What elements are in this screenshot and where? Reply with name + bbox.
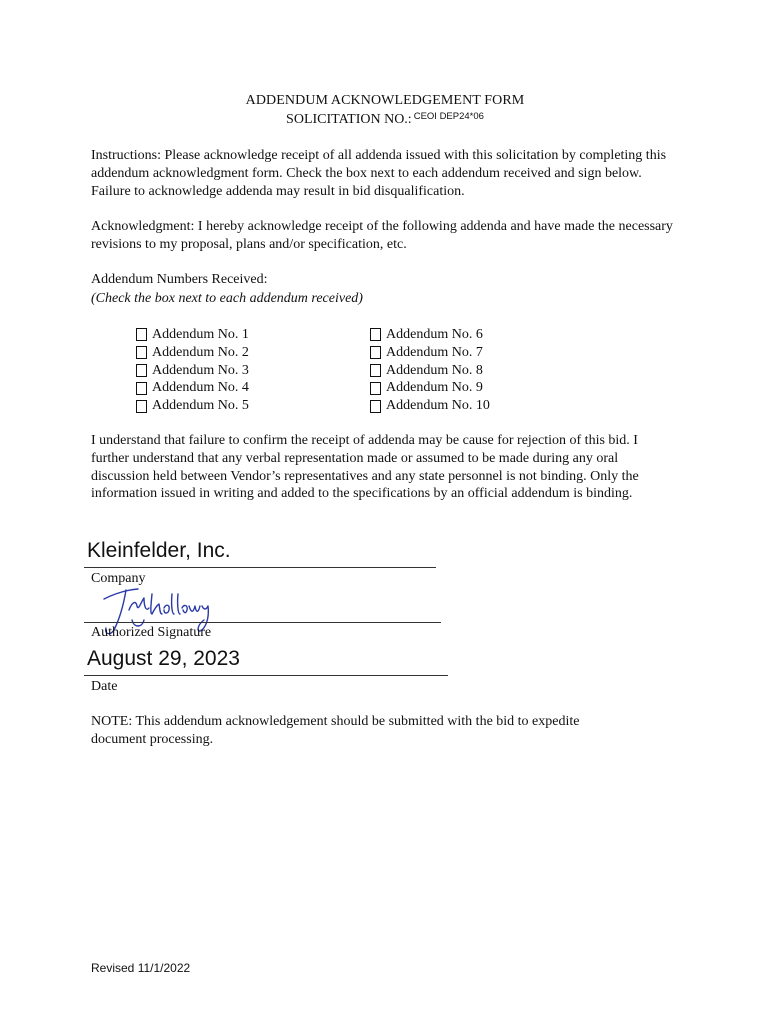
- understanding-text: I understand that failure to confirm the receipt of addenda may be cause for rejection of this bid. I further understand that any verbal representation made or assumed to be made during any oral discussion held between Vendor’s representatives and any state personnel is not binding. Only the information issued in writing and added to the specifications by an official addendum is binding.: [91, 433, 639, 502]
- addendum-1-checkbox[interactable]: [136, 328, 147, 341]
- addendum-4-label: Addendum No. 4: [152, 380, 249, 396]
- addendum-item-4[interactable]: [136, 379, 249, 397]
- date-line: [84, 675, 448, 676]
- addendum-item-3[interactable]: [136, 362, 249, 380]
- addendum-10-label: Addendum No. 10: [386, 398, 490, 414]
- addendum-5-label: Addendum No. 5: [152, 398, 249, 414]
- company-field-value[interactable]: Kleinfelder, Inc.: [87, 539, 231, 562]
- addendum-6-label: Addendum No. 6: [386, 327, 483, 342]
- addendum-3-label: Addendum No. 3: [152, 362, 249, 378]
- authorized-signature-label: Authorized Signature: [91, 625, 212, 640]
- date-label: Date: [91, 679, 118, 694]
- addendum-9-checkbox[interactable]: [370, 382, 381, 395]
- addendum-6-checkbox[interactable]: [370, 328, 381, 341]
- date-field-value[interactable]: August 29, 2023: [87, 647, 240, 670]
- addendum-item-9[interactable]: [370, 379, 490, 397]
- addendum-item-7[interactable]: [370, 344, 490, 362]
- addendum-10-checkbox[interactable]: [370, 400, 381, 413]
- addenda-column-left: [136, 326, 249, 415]
- solicitation-number[interactable]: CEOI DEP24*06: [413, 111, 484, 122]
- addenda-instruction-note: (Check the box next to each addendum received): [91, 291, 363, 306]
- addenda-checklist: [0, 326, 770, 421]
- addendum-3-checkbox[interactable]: [136, 364, 147, 377]
- addendum-5-checkbox[interactable]: [136, 400, 147, 413]
- revision-footer: Revised 11/1/2022: [91, 961, 191, 975]
- addendum-item-1[interactable]: [136, 326, 249, 344]
- addendum-4-checkbox[interactable]: [136, 382, 147, 395]
- addendum-2-checkbox[interactable]: [136, 346, 147, 359]
- solicitation-label: SOLICITATION NO.:: [286, 112, 412, 127]
- solicitation-line: [0, 112, 770, 128]
- addenda-heading: Addendum Numbers Received:: [91, 272, 268, 287]
- addendum-item-8[interactable]: [370, 362, 490, 380]
- addendum-item-10[interactable]: [370, 397, 490, 415]
- submission-note: NOTE: This addendum acknowledgement should be submitted with the bid to expedite document processing.: [91, 714, 580, 747]
- addendum-2-label: Addendum No. 2: [152, 344, 249, 360]
- addendum-8-checkbox[interactable]: [370, 364, 381, 377]
- addendum-1-label: Addendum No. 1: [152, 327, 249, 342]
- acknowledgment-text: Acknowledgment: I hereby acknowledge receipt of the following addenda and have made the necessary revisions to my proposal, plans and/or specification, etc.: [91, 219, 673, 252]
- addendum-9-label: Addendum No. 9: [386, 380, 483, 396]
- signature-line: [84, 622, 441, 623]
- addendum-item-6[interactable]: [370, 326, 490, 344]
- addenda-column-right: [370, 326, 490, 415]
- addendum-7-checkbox[interactable]: [370, 346, 381, 359]
- instructions-text: Instructions: Please acknowledge receipt of all addenda issued with this solicitation by completing this addendum acknowledgment form. Check the box next to each addendum received and sign below. Failure to acknowledge addenda may result in bid disqualification.: [91, 148, 667, 199]
- addendum-item-2[interactable]: [136, 344, 249, 362]
- company-signature-line: [84, 567, 436, 568]
- form-title: ADDENDUM ACKNOWLEDGEMENT FORM: [245, 93, 525, 108]
- company-label: Company: [91, 571, 146, 586]
- addendum-8-label: Addendum No. 8: [386, 362, 483, 378]
- addendum-7-label: Addendum No. 7: [386, 344, 483, 360]
- addendum-item-5[interactable]: [136, 397, 249, 415]
